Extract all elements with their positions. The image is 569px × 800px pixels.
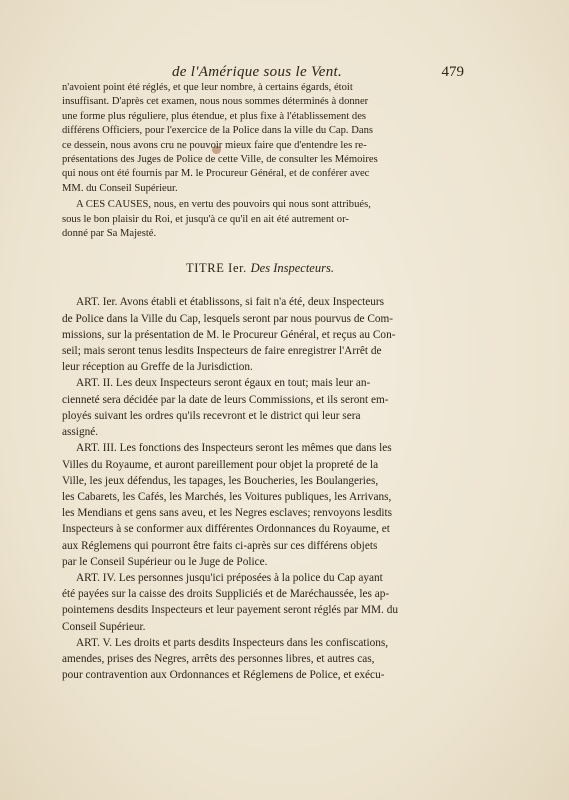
text-line: les Cabarets, les Cafés, les Marchés, les Voitures publiques, les Arrivans,	[62, 490, 392, 503]
text-line: assigné.	[62, 426, 99, 439]
text-line: n'avoient point été réglés, et que leur nombre, à certains égards, étoit	[62, 82, 353, 93]
text-line: insuffisant. D'après cet examen, nous nous sommes déterminés à donner	[62, 96, 369, 108]
text-line: ART. IV. Les personnes jusqu'ici préposées à la police du Cap ayant	[76, 571, 383, 584]
text-line: donné par Sa Majesté.	[62, 228, 157, 240]
text-line: pointemens desdits Inspecteurs et leur payement seront réglés par MM. du	[62, 604, 398, 617]
text-line: différens Officiers, pour l'exercice de la Police dans la ville du Cap. Dans	[62, 125, 373, 137]
text-line: ART. Ier. Avons établi et établissons, si fait n'a été, deux Inspecteurs	[76, 296, 385, 309]
text-line: Conseil Supérieur.	[62, 620, 146, 633]
article-paragraph	[62, 570, 458, 635]
article-paragraph	[62, 635, 458, 684]
text-line: Ville, les jeux défendus, les tapages, les Boucheries, les Boulangeries,	[62, 474, 379, 487]
page-body	[62, 81, 458, 683]
intro-paragraph	[62, 81, 458, 196]
page-number: 479	[441, 64, 464, 80]
text-line: les Mendians et gens sans aveu, et les Negres esclaves; renvoyons lesdits	[62, 507, 393, 520]
article-paragraph	[62, 294, 458, 375]
text-line: cienneté sera décidée par la date de leurs Commissions, et ils seront em-	[62, 393, 389, 406]
text-line: qui nous ont été fournis par M. le Procureur Général, et de conférer avec	[62, 168, 370, 180]
text-line: ART. III. Les fonctions des Inspecteurs seront les mêmes que dans les	[76, 442, 392, 455]
text-line: une forme plus réguliere, plus étendue, et plus fixe à l'établissement des	[62, 110, 367, 122]
text-line: pour contravention aux Ordonnances et Réglemens de Police, et exécu-	[62, 669, 385, 682]
text-line: été payées sur la caisse des droits Suppliciés et de Maréchaussée, les ap-	[62, 588, 390, 601]
text-line: seil; mais seront tenus lesdits Inspecteurs de faire enregistrer l'Arrêt de	[62, 345, 382, 358]
text-line: ART. II. Les deux Inspecteurs seront égaux en tout; mais leur an-	[76, 377, 371, 390]
running-title: de l'Amérique sous le Vent.	[172, 64, 343, 80]
article-paragraph	[62, 375, 458, 440]
causes-paragraph	[62, 198, 458, 241]
text-line: amendes, prises des Negres, arrêts des personnes libres, et autres cas,	[62, 652, 375, 665]
title-label: TITRE Ier.	[186, 261, 247, 276]
text-line: par le Conseil Supérieur ou le Juge de Police.	[62, 555, 268, 568]
text-line: MM. du Conseil Supérieur.	[62, 182, 178, 194]
text-line: présentations des Juges de Police de cette Ville, de consulter les Mémoires	[62, 154, 378, 166]
text-line: leur réception au Greffe de la Jurisdiction.	[62, 361, 253, 374]
text-line: Villes du Royaume, et auront pareillement pour objet la propreté de la	[62, 458, 379, 471]
text-line: missions, sur la présentation de M. le Procureur Général, et reçus au Con-	[62, 328, 396, 341]
title-subject: Des Inspecteurs.	[250, 261, 334, 276]
text-line: aux Réglemens qui pourront être faits ci-après sur ces différens objets	[62, 539, 378, 552]
text-line: ployés suivant les ordres qu'ils recevront et le district qui leur sera	[62, 409, 361, 422]
section-title	[62, 261, 458, 276]
text-line: ART. V. Les droits et parts desdits Inspecteurs dans les confiscations,	[76, 636, 389, 649]
text-line: A CES CAUSES, nous, en vertu des pouvoirs qui nous sont attribués,	[76, 199, 371, 211]
text-line: Inspecteurs à se conformer aux différentes Ordonnances du Royaume, et	[62, 523, 390, 536]
page-header	[172, 64, 464, 82]
text-line: ce dessein, nous avons cru ne pouvoir mieux faire que d'entendre les re-	[62, 139, 367, 151]
article-paragraph	[62, 440, 458, 570]
text-line: de Police dans la Ville du Cap, lesquels seront par nous pourvus de Com-	[62, 312, 394, 325]
text-line: sous le bon plaisir du Roi, et jusqu'à ce qu'il en ait été autrement or-	[62, 213, 349, 225]
